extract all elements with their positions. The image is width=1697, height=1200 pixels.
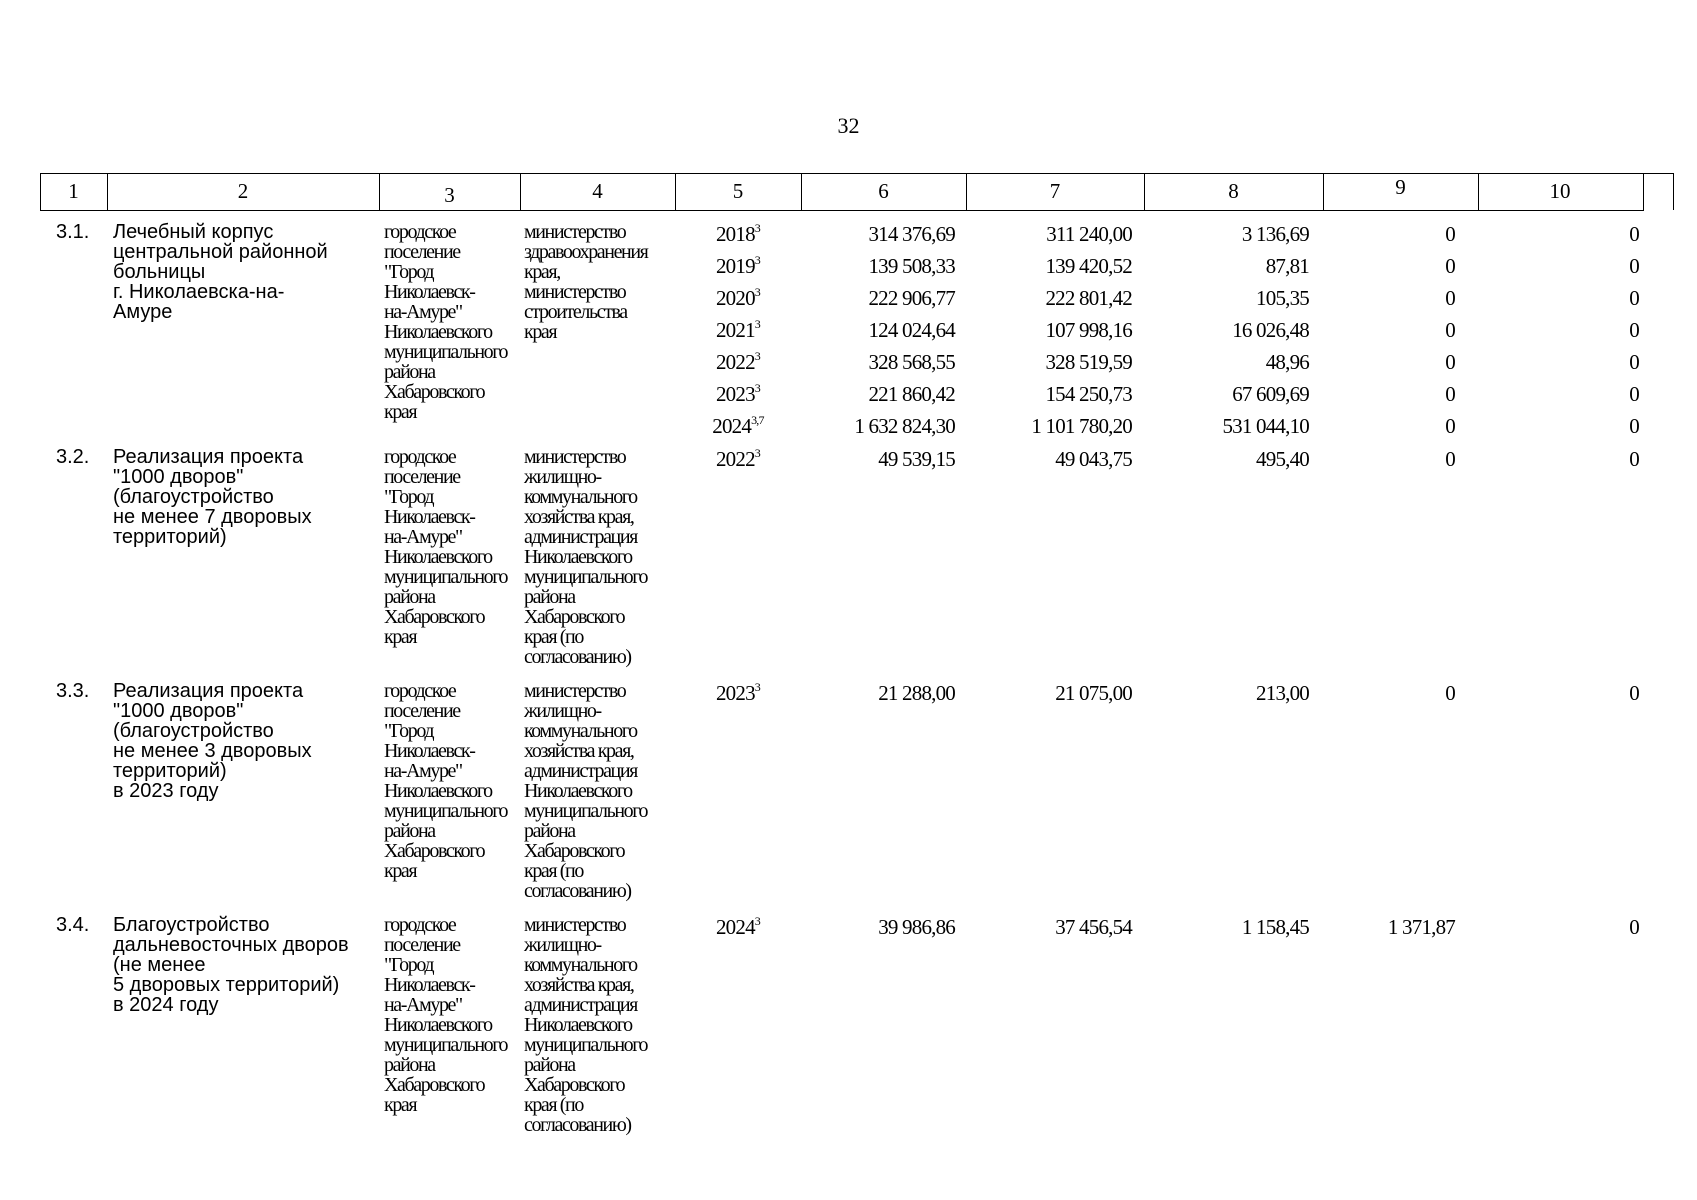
year-value: 2023$^3$: [715, 680, 760, 705]
column-header-1: 1: [68, 179, 79, 203]
amount: 21 288,00: [878, 681, 955, 705]
column-header-9: 9: [1395, 175, 1406, 199]
amount: 37 456,54: [1055, 915, 1132, 939]
year-value: 2022$^3$: [715, 349, 760, 374]
col6-values: [800, 447, 955, 479]
col10-values: [1470, 681, 1639, 713]
col9-values: [1320, 222, 1455, 446]
year-value: 2022$^3$: [715, 446, 760, 471]
year-value: 2024$^3$: [715, 914, 760, 939]
amount: 139 420,52: [1045, 254, 1132, 278]
amount: 222 801,42: [1045, 286, 1132, 310]
col9-values: [1320, 681, 1455, 713]
amount: 107 998,16: [1045, 318, 1132, 342]
footnote-mark: 3: [754, 446, 760, 460]
page-number: 32: [837, 113, 860, 138]
amount: 314 376,69: [868, 222, 955, 246]
amount: 221 860,42: [868, 382, 955, 406]
col6-values: [800, 681, 955, 713]
col9-values: [1320, 915, 1455, 947]
column-header-6: 6: [878, 179, 889, 203]
col10-values: [1470, 222, 1639, 446]
amount: 16 026,48: [1232, 318, 1309, 342]
header-divider: [1673, 173, 1674, 210]
col8-values: [1140, 222, 1309, 446]
responsible-body: министерство жилищно- коммунального хозяйства края, администрация Николаевского муниципального района Хабаровского края (по согласованию): [524, 680, 648, 902]
amount: 1 101 780,20: [1031, 414, 1132, 438]
footnote-mark: 3: [754, 285, 760, 299]
amount: 311 240,00: [1046, 222, 1132, 246]
amount: 0: [1629, 350, 1639, 374]
amount: 3 136,69: [1241, 222, 1309, 246]
footnote-mark: 3,7: [751, 413, 764, 427]
footnote-mark: 3: [754, 680, 760, 694]
amount: 531 044,10: [1222, 414, 1309, 438]
col9-values: [1320, 447, 1455, 479]
amount: 49 539,15: [878, 447, 955, 471]
object-name: Реализация проекта "1000 дворов" (благоустройство не менее 7 дворовых территорий): [113, 446, 312, 548]
col6-values: [800, 222, 955, 446]
amount: 328 568,55: [868, 350, 955, 374]
row-number: 3.2.: [56, 446, 90, 468]
col8-values: [1140, 681, 1309, 713]
amount: 49 043,75: [1055, 447, 1132, 471]
amount: 0: [1445, 414, 1455, 438]
amount: 0: [1629, 382, 1639, 406]
year-value: 2020$^3$: [715, 285, 760, 310]
municipality: городское поселение "Город Николаевск- на-Амуре" Николаевского муниципального района Хабаровского края: [384, 680, 508, 882]
footnote-mark: 3: [754, 221, 760, 235]
amount: 213,00: [1256, 681, 1309, 705]
amount: 124 024,64: [868, 318, 955, 342]
year-value: 2023$^3$: [715, 381, 760, 406]
amount: 495,40: [1256, 447, 1309, 471]
amount: 87,81: [1265, 254, 1309, 278]
column-header-7: 7: [1049, 179, 1061, 203]
footnote-mark: 3: [754, 914, 760, 928]
amount: 0: [1445, 447, 1455, 471]
amount: 0: [1629, 318, 1639, 342]
amount: 48,96: [1265, 350, 1309, 374]
amount: 0: [1629, 414, 1639, 438]
footnote-mark: 3: [754, 349, 760, 363]
footnote-mark: 3: [754, 381, 760, 395]
year-value: 2021$^3$: [715, 317, 760, 342]
amount: 0: [1445, 350, 1455, 374]
amount: 0: [1445, 222, 1455, 246]
col8-values: [1140, 915, 1309, 947]
col8-values: [1140, 447, 1309, 479]
amount: 0: [1445, 254, 1455, 278]
column-header-5: 5: [732, 179, 744, 203]
amount: 0: [1445, 681, 1455, 705]
col7-values: [970, 681, 1132, 713]
column-header-4: 4: [592, 179, 603, 203]
column-header-3: 3: [444, 183, 455, 207]
amount: 0: [1629, 222, 1639, 246]
amount: 1 158,45: [1241, 915, 1309, 939]
amount: 0: [1629, 915, 1639, 939]
footnote-mark: 3: [754, 317, 760, 331]
row-number: 3.3.: [56, 680, 90, 702]
responsible-body: министерство жилищно- коммунального хозяйства края, администрация Николаевского муниципального района Хабаровского края (по согласованию): [524, 914, 648, 1136]
years-column: [690, 915, 786, 947]
amount: 154 250,73: [1045, 382, 1132, 406]
amount: 328 519,59: [1045, 350, 1132, 374]
responsible-body: министерство жилищно- коммунального хозяйства края, администрация Николаевского муниципального района Хабаровского края (по согласованию): [524, 446, 648, 668]
amount: 67 609,69: [1232, 382, 1309, 406]
amount: 1 371,87: [1387, 915, 1455, 939]
years-column: [690, 222, 786, 446]
footnote-mark: 3: [754, 253, 760, 267]
column-header-10: 10: [1549, 179, 1571, 203]
municipality: городское поселение "Город Николаевск- на-Амуре" Николаевского муниципального района Хабаровского края: [384, 914, 508, 1116]
amount: 0: [1445, 382, 1455, 406]
col6-values: [800, 915, 955, 947]
amount: 0: [1629, 254, 1639, 278]
column-header-8: 8: [1228, 179, 1239, 203]
column-number-header: [40, 173, 1673, 211]
amount: 0: [1629, 681, 1639, 705]
amount: 1 632 824,30: [854, 414, 955, 438]
years-column: [690, 681, 786, 713]
row-number: 3.4.: [56, 914, 90, 936]
amount: 0: [1629, 286, 1639, 310]
amount: 222 906,77: [868, 286, 955, 310]
amount: 21 075,00: [1055, 681, 1132, 705]
year-value: 2018$^3$: [715, 221, 760, 246]
year-value: 2019$^3$: [715, 253, 760, 278]
years-column: [690, 447, 786, 479]
municipality: городское поселение "Город Николаевск- на-Амуре" Николаевского муниципального района Хабаровского края: [384, 446, 508, 648]
year-value: 2024$^{3,7}$: [712, 413, 764, 438]
col7-values: [970, 447, 1132, 479]
amount: 139 508,33: [868, 254, 955, 278]
amount: 0: [1445, 318, 1455, 342]
object-name: Благоустройство дальневосточных дворов (не менее 5 дворовых территорий) в 2024 году: [113, 914, 349, 1016]
row-number: 3.1.: [56, 221, 90, 243]
responsible-body: министерство здравоохранения края, министерство строительства края: [524, 221, 648, 343]
col7-values: [970, 222, 1132, 446]
object-name: Лечебный корпус центральной районной больницы г. Николаевска-на- Амуре: [113, 221, 328, 323]
col7-values: [970, 915, 1132, 947]
col10-values: [1470, 915, 1639, 947]
amount: 0: [1445, 286, 1455, 310]
amount: 0: [1629, 447, 1639, 471]
header-top-line-extension: [1642, 173, 1673, 174]
municipality: городское поселение "Город Николаевск- на-Амуре" Николаевского муниципального района Хабаровского края: [384, 221, 508, 423]
amount: 105,35: [1256, 286, 1309, 310]
amount: 39 986,86: [878, 915, 955, 939]
object-name: Реализация проекта "1000 дворов" (благоустройство не менее 3 дворовых территорий) в 2023 году: [113, 680, 312, 802]
column-header-2: 2: [237, 179, 249, 203]
col10-values: [1470, 447, 1639, 479]
